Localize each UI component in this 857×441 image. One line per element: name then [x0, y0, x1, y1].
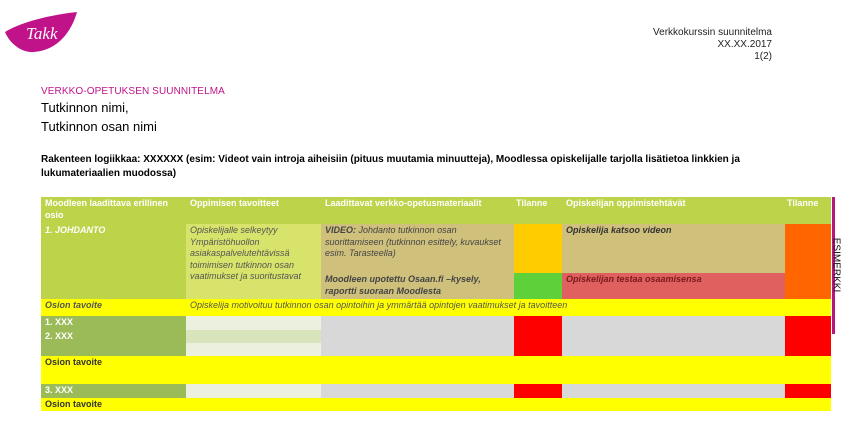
empty-cell	[321, 343, 514, 356]
plan-table	[41, 197, 831, 411]
document-date: XX.XX.2017	[717, 39, 772, 50]
document-header-info	[653, 27, 772, 63]
header-tasks: Opiskelijan oppimistehtävät	[562, 197, 785, 224]
status-cell	[514, 273, 562, 299]
header-status-2: Tilanne	[785, 197, 831, 224]
logo-text: Takk	[26, 24, 58, 43]
empty-cell	[186, 330, 321, 344]
header-status-1: Tilanne	[514, 197, 562, 224]
section-row-1: 1. XXX	[41, 316, 186, 330]
section-row-2: 2. XXX	[41, 330, 186, 344]
takk-logo	[4, 8, 78, 54]
status-cell	[514, 330, 562, 344]
empty-cell	[562, 330, 785, 344]
table-row	[41, 343, 831, 356]
empty-cell	[41, 343, 186, 356]
task-test-cell: Opiskelijan testaa osaamisensa	[562, 273, 785, 299]
status-cell	[785, 273, 831, 299]
table-row	[41, 398, 831, 412]
empty-cell	[785, 299, 831, 316]
empty-cell	[562, 384, 785, 398]
empty-cell	[321, 384, 514, 398]
status-cell	[785, 316, 831, 330]
status-cell	[514, 224, 562, 273]
status-cell	[785, 343, 831, 356]
part-name: Tutkinnon osan nimi	[41, 119, 157, 134]
empty-cell	[186, 384, 321, 398]
status-cell	[514, 384, 562, 398]
table-row	[41, 299, 831, 316]
empty-cell	[186, 343, 321, 356]
empty-cell	[186, 316, 321, 330]
header-materials: Laadittavat verkko-opetusmateriaalit	[321, 197, 514, 224]
material-video-text: Johdanto tutkinnon osan suorittamiseen (tutkinnon esittely, kuvaukset esim. Tarasteella)	[325, 225, 501, 258]
section-row-3: 3. XXX	[41, 384, 186, 398]
osion-tavoite-label: Osion tavoite	[41, 299, 186, 316]
empty-cell	[562, 316, 785, 330]
status-cell	[785, 330, 831, 344]
task-video-cell: Opiskelija katsoo videon	[562, 224, 785, 273]
empty-cell	[186, 356, 831, 384]
table-row	[41, 330, 831, 344]
table-header-row	[41, 197, 831, 224]
material-video-cell	[321, 224, 514, 273]
osion-tavoite-label: Osion tavoite	[41, 398, 186, 412]
status-cell	[514, 316, 562, 330]
document-title: Verkkokurssin suunnitelma	[653, 27, 772, 38]
header-section: Moodleen laadittava erillinen osio	[41, 197, 186, 224]
status-cell	[514, 343, 562, 356]
degree-name: Tutkinnon nimi,	[41, 100, 129, 115]
table-row	[41, 356, 831, 384]
page-number: 1(2)	[754, 51, 772, 62]
header-goals: Oppimisen tavoitteet	[186, 197, 321, 224]
intro-goal-cell: Opiskelijalle selkeytyy Ympäristöhuollon asiakaspalvelutehtävissä toimimisen tutkinnon osan vaatimukset ja suoritustavat	[186, 224, 321, 299]
intro-section-cell: 1. JOHDANTO	[41, 224, 186, 299]
empty-cell	[321, 316, 514, 330]
osion-tavoite-text: Opiskelija motivoituu tutkinnon osan opintoihin ja ymmärtää opintojen vaatimukset ja tavoitteen	[186, 299, 785, 316]
example-label: ESIMERKKI	[830, 237, 842, 293]
empty-cell	[562, 343, 785, 356]
structure-logic-text: Rakenteen logiikkaa: XXXXXX (esim: Videot vain introja aiheisiin (pituus muutamia minuutteja), Moodlessa opiskelijalle tarjolla lisätietoa linkkien ja lukumateriaalien muodossa)	[41, 154, 740, 179]
table-row	[41, 224, 831, 273]
status-cell	[785, 384, 831, 398]
table-row	[41, 316, 831, 330]
table-row	[41, 384, 831, 398]
empty-cell	[186, 398, 831, 412]
empty-cell	[321, 330, 514, 344]
material-survey-cell: Moodleen upotettu Osaan.fi –kysely, raportti suoraan Moodlesta	[321, 273, 514, 299]
section-title: VERKKO-OPETUKSEN SUUNNITELMA	[41, 86, 225, 97]
status-cell	[785, 224, 831, 273]
material-video-label: VIDEO:	[325, 225, 357, 235]
osion-tavoite-label: Osion tavoite	[41, 356, 186, 384]
